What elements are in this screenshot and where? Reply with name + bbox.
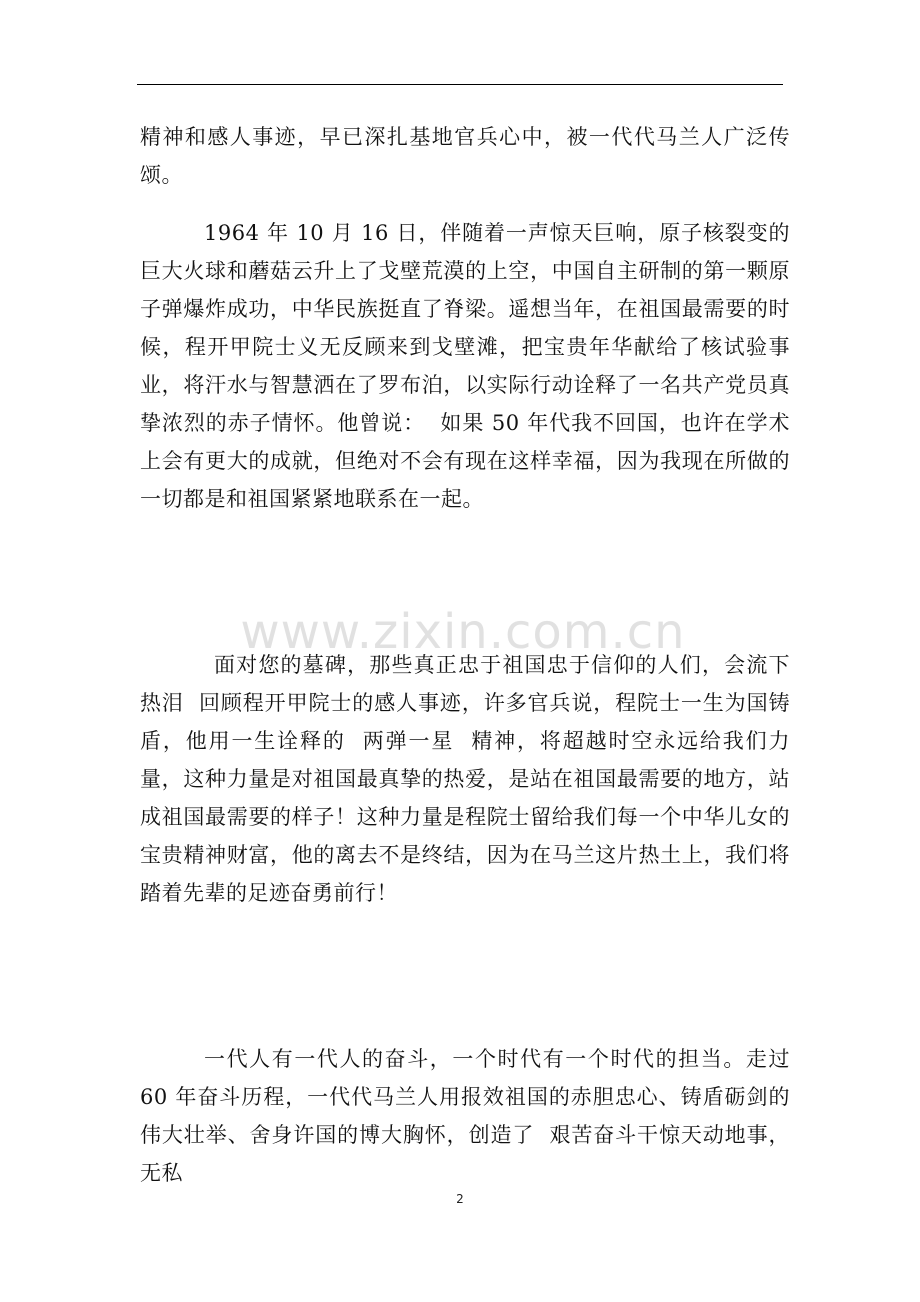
paragraph-nuclear-test: 1964 年 10 月 16 日，伴随着一声惊天巨响，原子核裂变的巨大火球和蘑菇云升上了戈壁荒漠的上空，中国自主研制的第一颗原子弹爆炸成功，中华民族挺直了脊梁。遥想当年，在祖国最需要的时候，程开甲院士义无反顾来到戈壁滩，把宝贵年华献给了核试验事业，将汗水与智慧洒在了罗布泊，以实际行动诠释了一名共产党员真挚浓烈的赤子情怀。他曾说： 如果 50 年代我不回国，也许在学术上会有更大的成就，但绝对不会有现在这样幸福，因为我现在所做的一切都是和祖国紧紧地联系在一起。 <box>140 221 790 511</box>
watermark-text: www.zixin.com.cn <box>240 604 686 660</box>
header-rule <box>137 84 783 85</box>
paragraph-generations: 一代人有一代人的奋斗，一个时代有一个时代的担当。走过 60 年奋斗历程，一代代马兰人用报效祖国的赤胆忠心、铸盾砺剑的伟大壮举、舍身许国的博大胸怀，创造了 艰苦奋斗干惊天动地事，无私 <box>140 1047 798 1185</box>
paragraph-tombstone: 面对您的墓碑，那些真正忠于祖国忠于信仰的人们，会流下热泪 回顾程开甲院士的感人事迹，许多官兵说，程院士一生为国铸盾，他用一生诠释的 两弹一星 精神，将超越时空永远给我们力量，这种力量是对祖国最真挚的热爱，是站在祖国最需要的地方，站成祖国最需要的样子！这种力量是程院士留给我们每一个中华儿女的宝贵精神财富，他的离去不是终结，因为在马兰这片热土上，我们将踏着先辈的足迹奋勇前行！ <box>140 653 790 905</box>
paragraph-continuation: 精神和感人事迹，早已深扎基地官兵心中，被一代代马兰人广泛传颂。 <box>140 125 790 187</box>
page-number: 2 <box>456 1192 464 1206</box>
